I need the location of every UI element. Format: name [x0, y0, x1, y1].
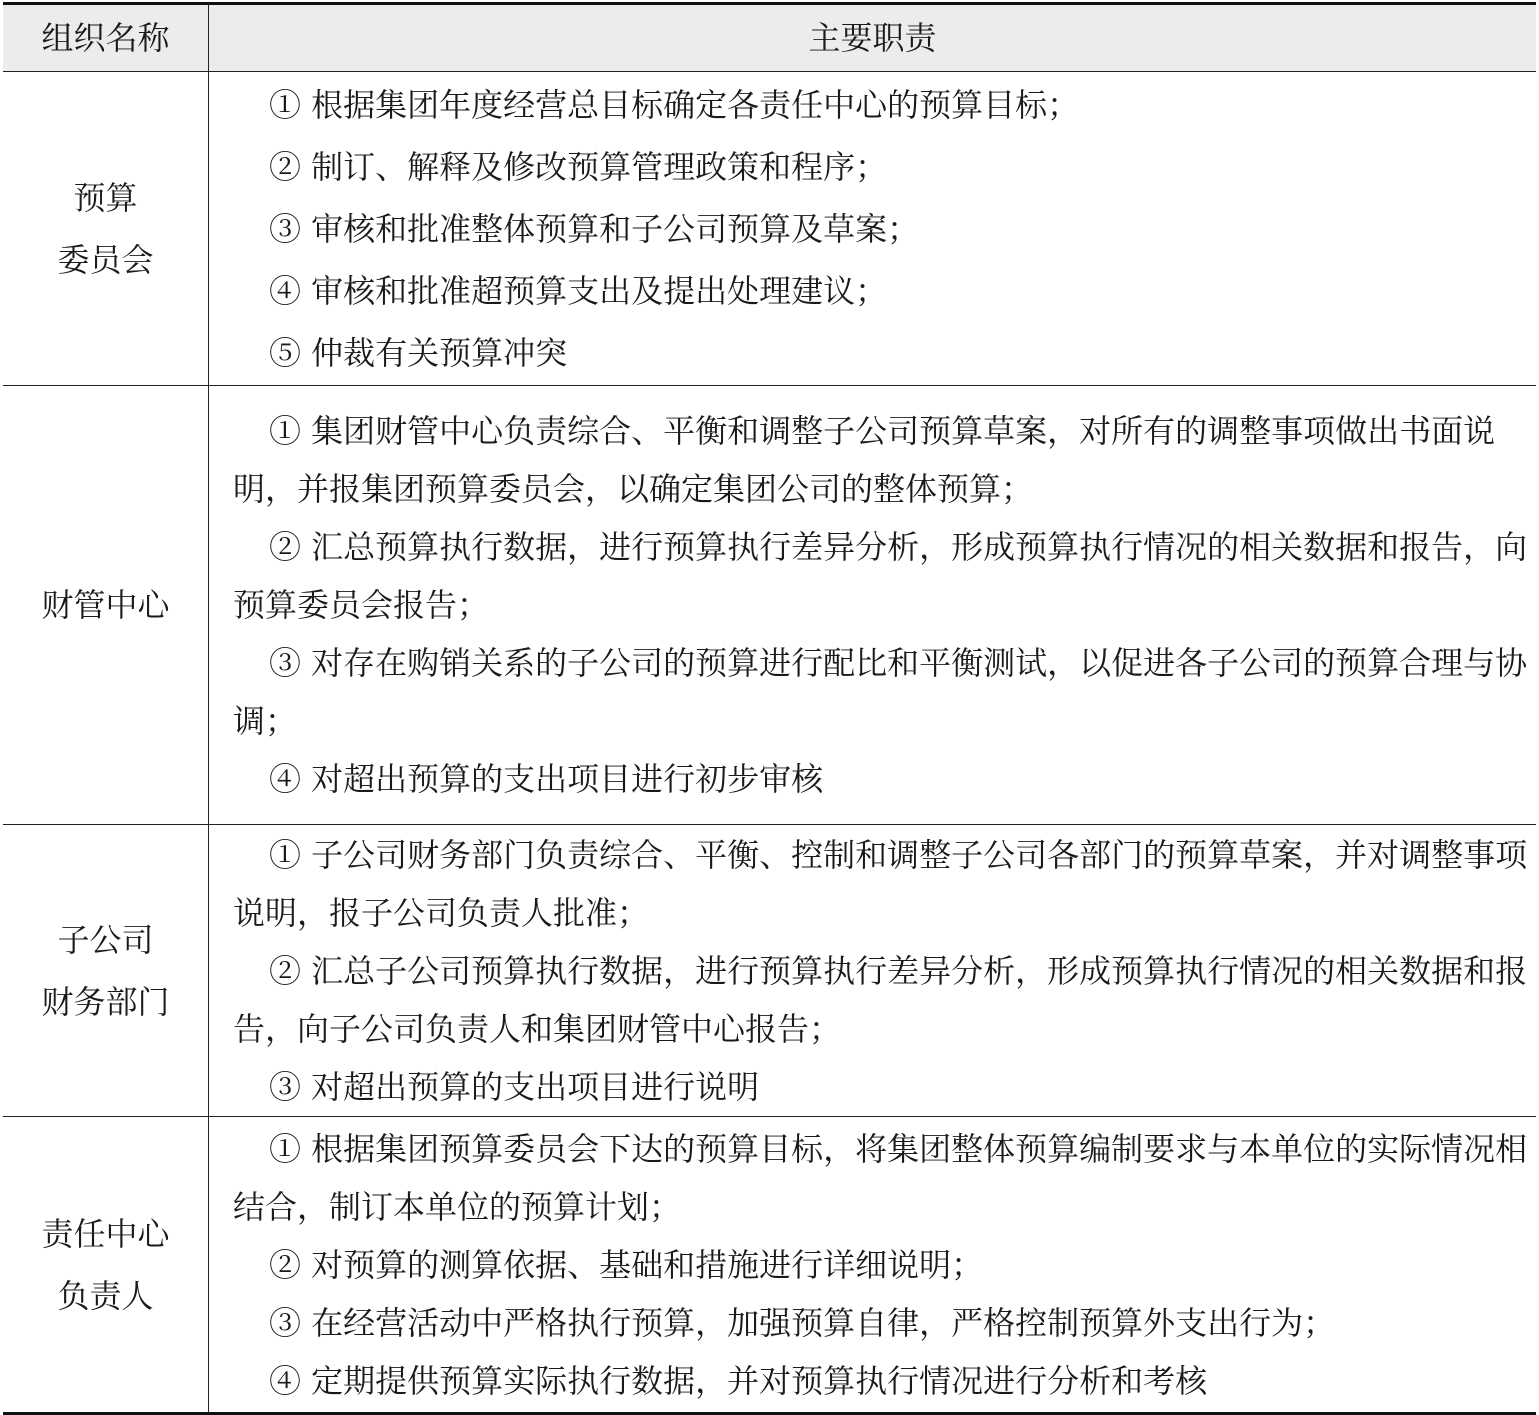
table-header-row [3, 5, 1536, 71]
duty-item: ① 集团财管中心负责综合、平衡和调整子公司预算草案，对所有的调整事项做出书面说明，并报集团预算委员会，以确定集团公司的整体预算； [233, 412, 1496, 508]
org-cell [3, 1117, 209, 1412]
org-name: 子公司 财务部门 [41, 920, 170, 1021]
duty-item: ③ 对存在购销关系的子公司的预算进行配比和平衡测试，以促进各子公司的预算合理与协调； [233, 644, 1528, 740]
org-name: 责任中心 负责人 [41, 1214, 170, 1315]
duty-item: ② 汇总预算执行数据，进行预算执行差异分析，形成预算执行情况的相关数据和报告，向预算委员会报告； [233, 528, 1528, 624]
duty-item: ③ 对超出预算的支出项目进行说明 [269, 1067, 760, 1106]
table-row [3, 824, 1536, 1116]
duty-item: ④ 对超出预算的支出项目进行初步审核 [269, 760, 824, 798]
org-cell [3, 72, 209, 385]
duty-item: ③ 审核和批准整体预算和子公司预算及草案； [269, 209, 920, 248]
duty-item: ② 制订、解释及修改预算管理政策和程序； [269, 147, 888, 186]
header-duties: 主要职责 [808, 19, 937, 57]
duties-cell [209, 386, 1536, 824]
duty-item: ① 根据集团年度经营总目标确定各责任中心的预算目标； [269, 85, 1080, 124]
org-cell [3, 386, 209, 824]
header-org-name: 组织名称 [41, 19, 170, 57]
duty-item: ① 子公司财务部门负责综合、平衡、控制和调整子公司各部门的预算草案，并对调整事项说明，报子公司负责人批准； [233, 835, 1528, 932]
org-name: 预算 委员会 [57, 178, 154, 279]
table-row [3, 1116, 1536, 1412]
duties-cell [209, 825, 1536, 1116]
duty-item: ④ 定期提供预算实际执行数据，并对预算执行情况进行分析和考核 [269, 1361, 1208, 1400]
responsibility-table [3, 2, 1536, 1415]
duty-item: ③ 在经营活动中严格执行预算，加强预算自律，严格控制预算外支出行为； [269, 1303, 1336, 1342]
org-name: 财管中心 [41, 586, 170, 624]
table-row [3, 385, 1536, 824]
table-row [3, 71, 1536, 385]
duty-item: ⑤ 仲裁有关预算冲突 [269, 333, 568, 372]
org-cell [3, 825, 209, 1116]
duties-cell [209, 72, 1536, 385]
duty-item: ④ 审核和批准超预算支出及提出处理建议； [269, 271, 888, 310]
duty-item: ① 根据集团预算委员会下达的预算目标，将集团整体预算编制要求与本单位的实际情况相结合，制订本单位的预算计划； [233, 1129, 1528, 1226]
duties-cell [209, 1117, 1536, 1412]
header-duties-cell [209, 5, 1536, 71]
header-org-name-cell [3, 5, 209, 71]
duty-item: ② 汇总子公司预算执行数据，进行预算执行差异分析，形成预算执行情况的相关数据和报告，向子公司负责人和集团财管中心报告； [233, 951, 1528, 1048]
duty-item: ② 对预算的测算依据、基础和措施进行详细说明； [269, 1245, 984, 1284]
